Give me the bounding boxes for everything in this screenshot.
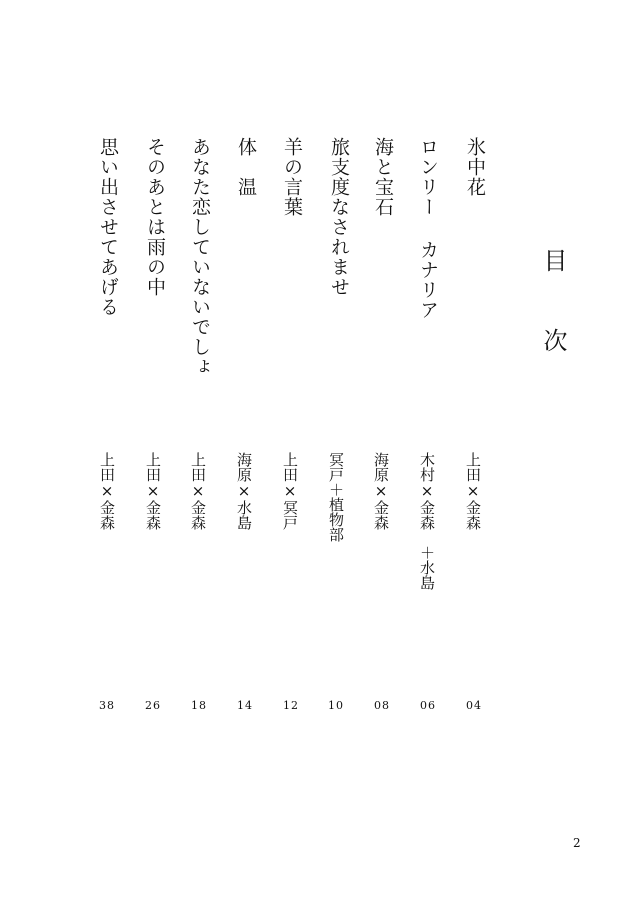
entry-title: 羊の言葉 [281, 137, 303, 217]
entry-page: 06 [420, 699, 436, 712]
entry-title: 体 温 [235, 137, 257, 197]
entry-page: 10 [328, 699, 344, 712]
entry-authors: 海原×金森 [372, 452, 390, 530]
entry-title: 海と宝石 [372, 137, 394, 217]
entry-page: 18 [191, 699, 207, 712]
entry-authors: 海原×水島 [235, 452, 253, 530]
entry-page: 26 [145, 699, 161, 712]
entry-authors: 上田×冥戸 [281, 452, 299, 530]
entry-authors: 上田×金森 [144, 452, 162, 530]
entry-page: 12 [283, 699, 299, 712]
entry-title: そのあとは雨の中 [144, 137, 166, 297]
entry-title: 思い出させてあげる [97, 137, 119, 317]
entry-authors: 上田×金森 [464, 452, 482, 530]
entry-authors: 冥戸＋植物部 [327, 452, 345, 542]
entry-title: 氷中花 [464, 137, 486, 197]
entry-page: 04 [466, 699, 482, 712]
toc-heading: 目 次 [539, 248, 567, 368]
entry-title: あなた恋していないでしょ [189, 137, 211, 377]
entry-authors: 上田×金森 [189, 452, 207, 530]
entry-authors: 木村×金森 ＋水島 [418, 452, 436, 590]
entry-title: ロンリー カナリア [417, 137, 439, 320]
page-number: 2 [573, 836, 581, 850]
entry-page: 08 [374, 699, 390, 712]
entry-page: 38 [99, 699, 115, 712]
entry-authors: 上田×金森 [98, 452, 116, 530]
entry-page: 14 [237, 699, 253, 712]
entry-title: 旅支度なされませ [328, 137, 350, 297]
